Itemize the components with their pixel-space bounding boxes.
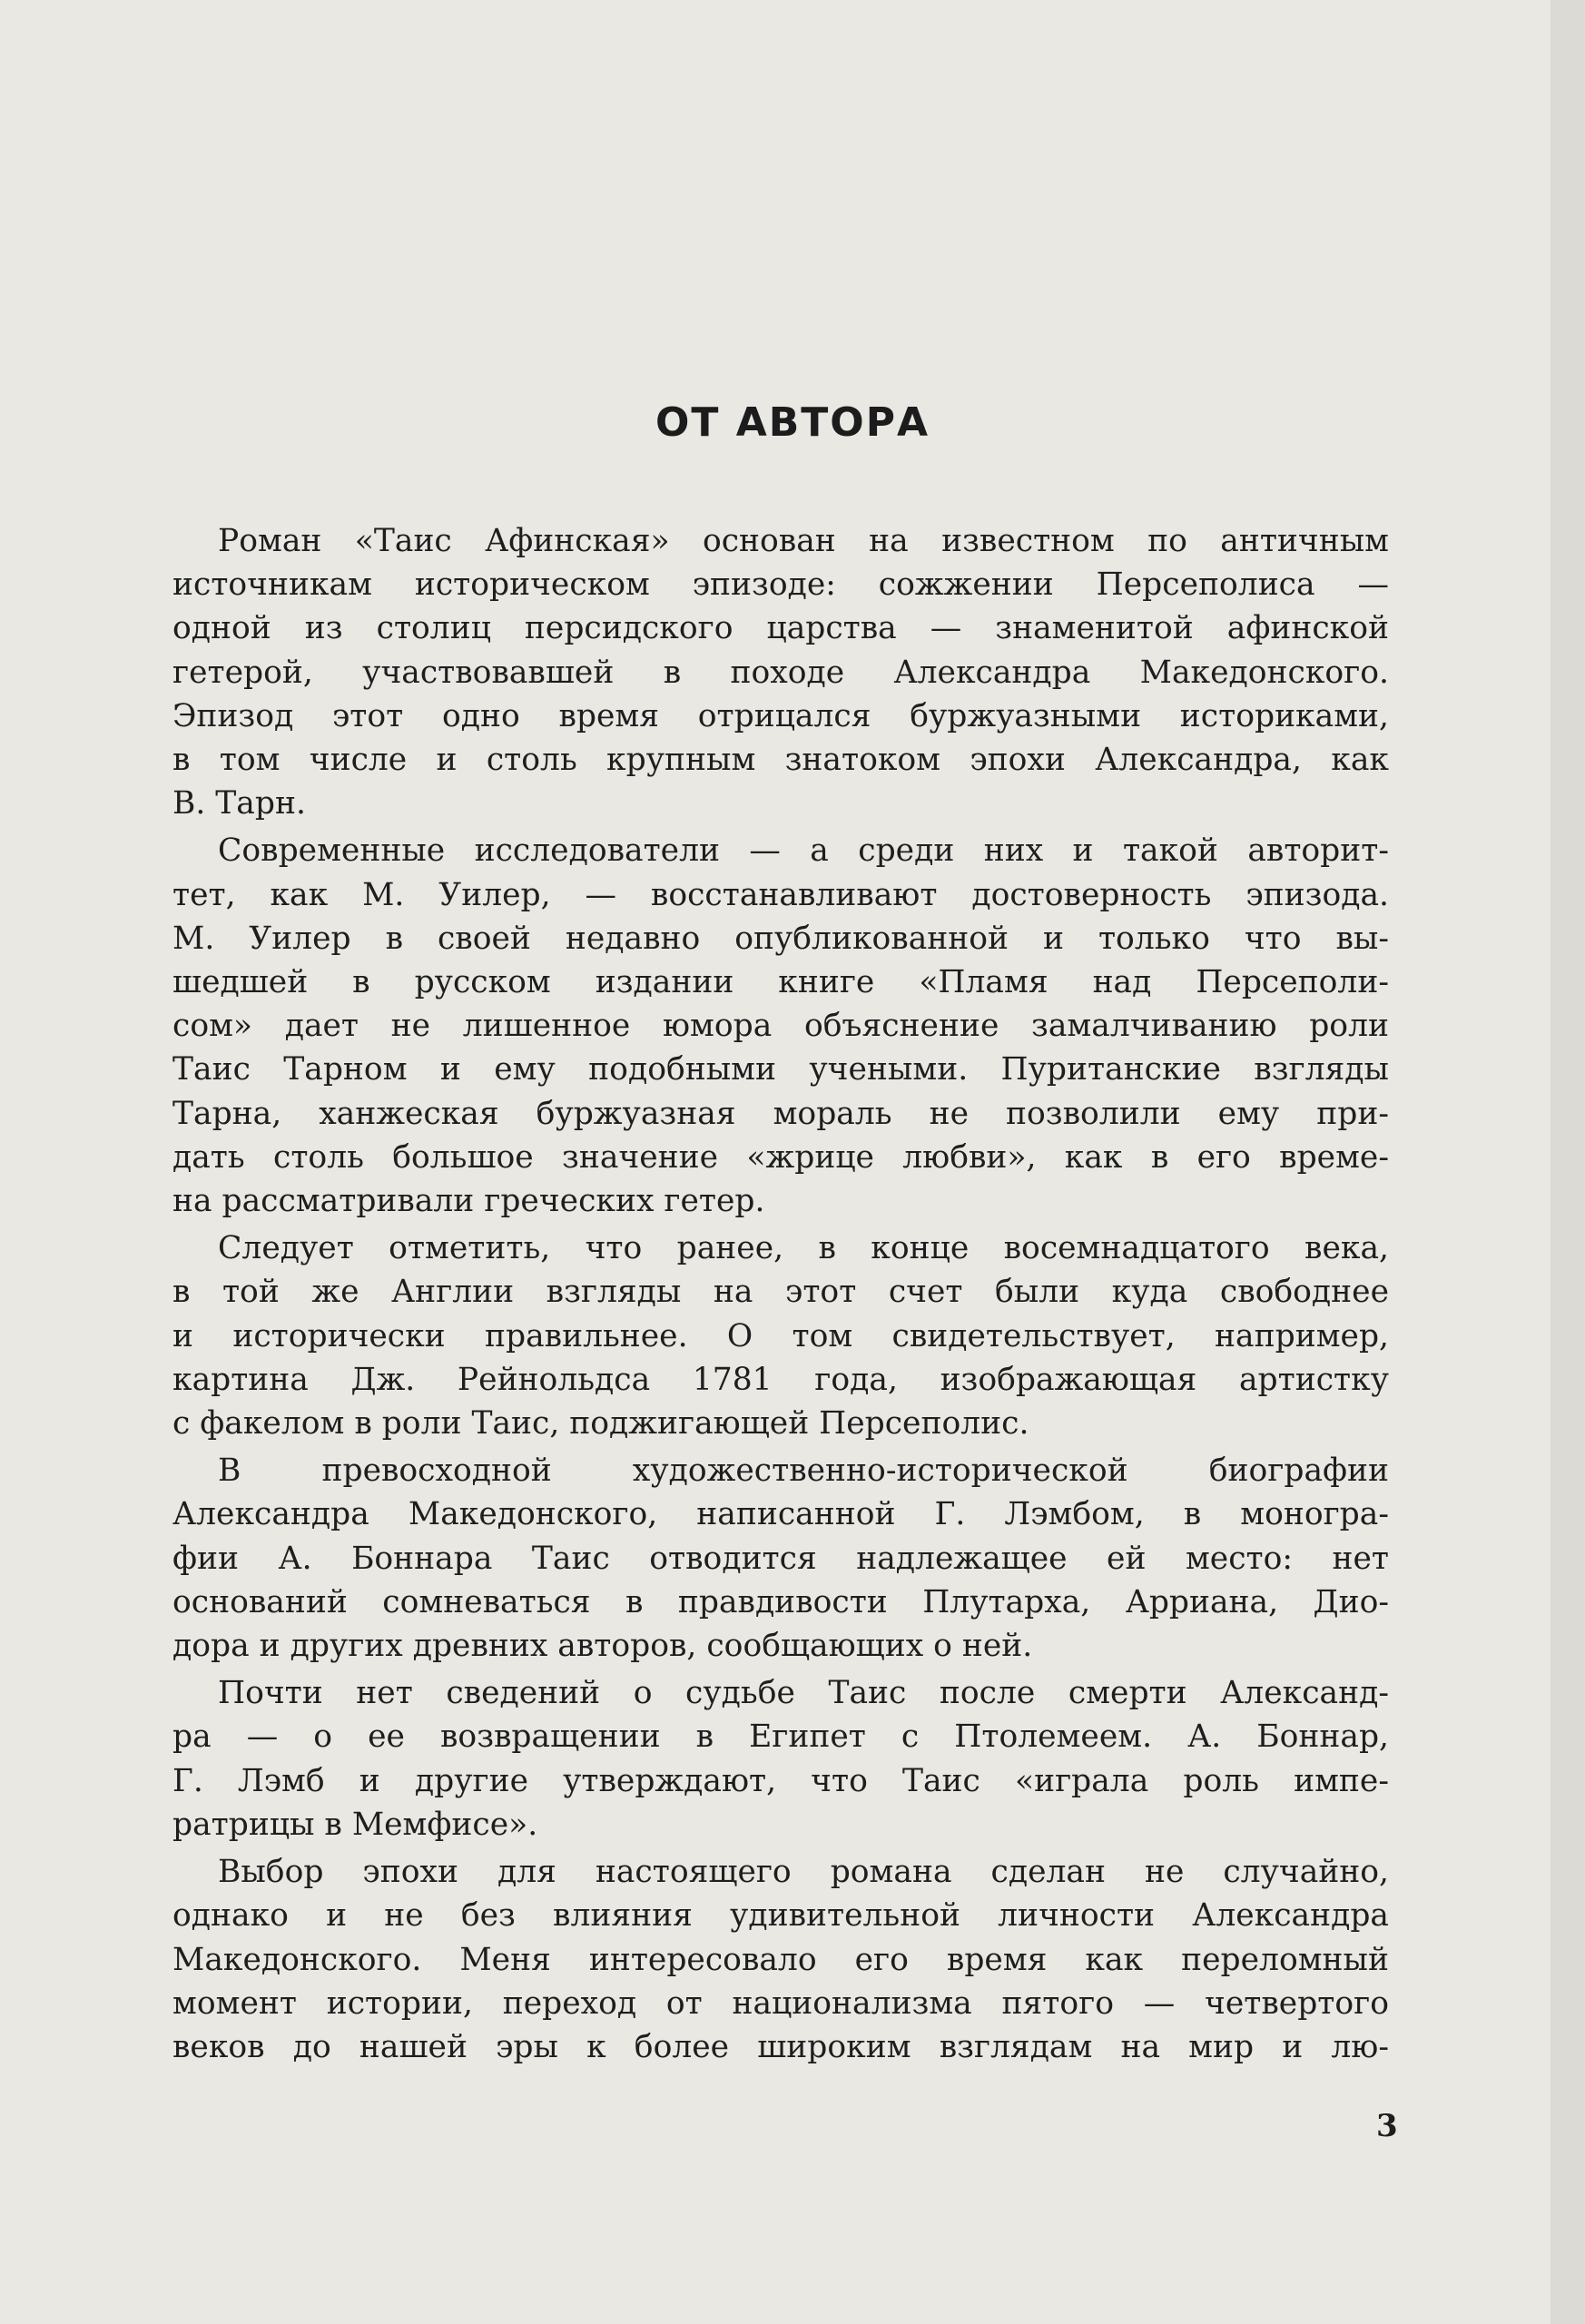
paragraph (172, 1671, 1389, 1846)
text-line: и исторически правильнее. О том свидетельствует, например, (172, 1317, 1389, 1354)
text-line: картина Дж. Рейнольдса 1781 года, изображающая артистку (172, 1361, 1389, 1398)
text-line: с факелом в роли Таис, поджигающей Персеполис. (172, 1405, 1029, 1443)
text-line: Таис Тарном и ему подобными учеными. Пуританские взгляды (172, 1051, 1389, 1088)
text-line: Современные исследователи — а среди них и такой авторит- (218, 832, 1389, 870)
page-number: 3 (1376, 2108, 1398, 2144)
text-line: в той же Англии взгляды на этот счет были куда свободнее (172, 1274, 1389, 1311)
text-line: однако и не без влияния удивительной личности Александра (172, 1897, 1389, 1935)
text-line: В превосходной художественно-исторической биографии (218, 1452, 1389, 1490)
text-line: В. Тарн. (172, 785, 306, 822)
text-line: М. Уилер в своей недавно опубликованной и только что вы- (172, 920, 1389, 957)
text-line: Александра Македонского, написанной Г. Лэмбом, в моногра- (172, 1496, 1389, 1533)
page-title: ОТ АВТОРА (655, 399, 930, 446)
text-line: веков до нашей эры к более широким взглядам на мир и лю- (172, 2028, 1389, 2065)
text-line: в том числе и столь крупным знатоком эпохи Александра, как (172, 742, 1389, 779)
paragraph (172, 1226, 1389, 1445)
text-line: сом» дает не лишенное юмора объяснение замалчиванию роли (172, 1008, 1389, 1045)
text-line: дать столь большое значение «жрице любви», как в его време- (172, 1138, 1389, 1176)
paragraph (172, 1850, 1389, 2069)
text-line: Выбор эпохи для настоящего романа сделан не случайно, (218, 1854, 1389, 1891)
text-line: фии А. Боннара Таис отводится надлежащее ей место: нет (172, 1540, 1389, 1577)
text-line: оснований сомневаться в правдивости Плутарха, Арриана, Дио- (172, 1583, 1389, 1620)
text-line: одной из столиц персидского царства — знаменитой афинской (172, 610, 1389, 647)
text-line: источникам историческом эпизоде: сожжении Персеполиса — (172, 566, 1389, 604)
text-line: шедшей в русском издании книге «Пламя над Персеполи- (172, 964, 1389, 1001)
text-line: дора и других древних авторов, сообщающих о ней. (172, 1628, 1033, 1665)
text-line: Тарна, ханжеская буржуазная мораль не позволили ему при- (172, 1095, 1389, 1132)
text-line: тет, как М. Уилер, — восстанавливают достоверность эпизода. (172, 876, 1389, 913)
text-line: ра — о ее возвращении в Египет с Птолемеем. А. Боннар, (172, 1718, 1389, 1756)
text-line: на рассматривали греческих гетер. (172, 1183, 765, 1220)
paragraph (172, 1449, 1389, 1668)
text-line: ратрицы в Мемфисе». (172, 1806, 538, 1843)
text-line: Македонского. Меня интересовало его время как переломный (172, 1941, 1389, 1978)
text-line: Эпизод этот одно время отрицался буржуазными историками, (172, 697, 1389, 734)
paragraph (172, 519, 1389, 825)
page-edge-shadow (1551, 0, 1585, 2324)
text-line: Почти нет сведений о судьбе Таис после смерти Александ- (218, 1675, 1389, 1712)
text-line: момент истории, переход от национализма пятого — четвертого (172, 1984, 1389, 2022)
text-line: Следует отметить, что ранее, в конце восемнадцатого века, (218, 1230, 1389, 1267)
text-line: гетерой, участвовавшей в походе Александра Македонского. (172, 654, 1389, 691)
body-text (172, 519, 1389, 2073)
text-line: Г. Лэмб и другие утверждают, что Таис «играла роль импе- (172, 1762, 1389, 1799)
text-line: Роман «Таис Афинская» основан на известном по античным (218, 523, 1389, 559)
paragraph (172, 829, 1389, 1223)
